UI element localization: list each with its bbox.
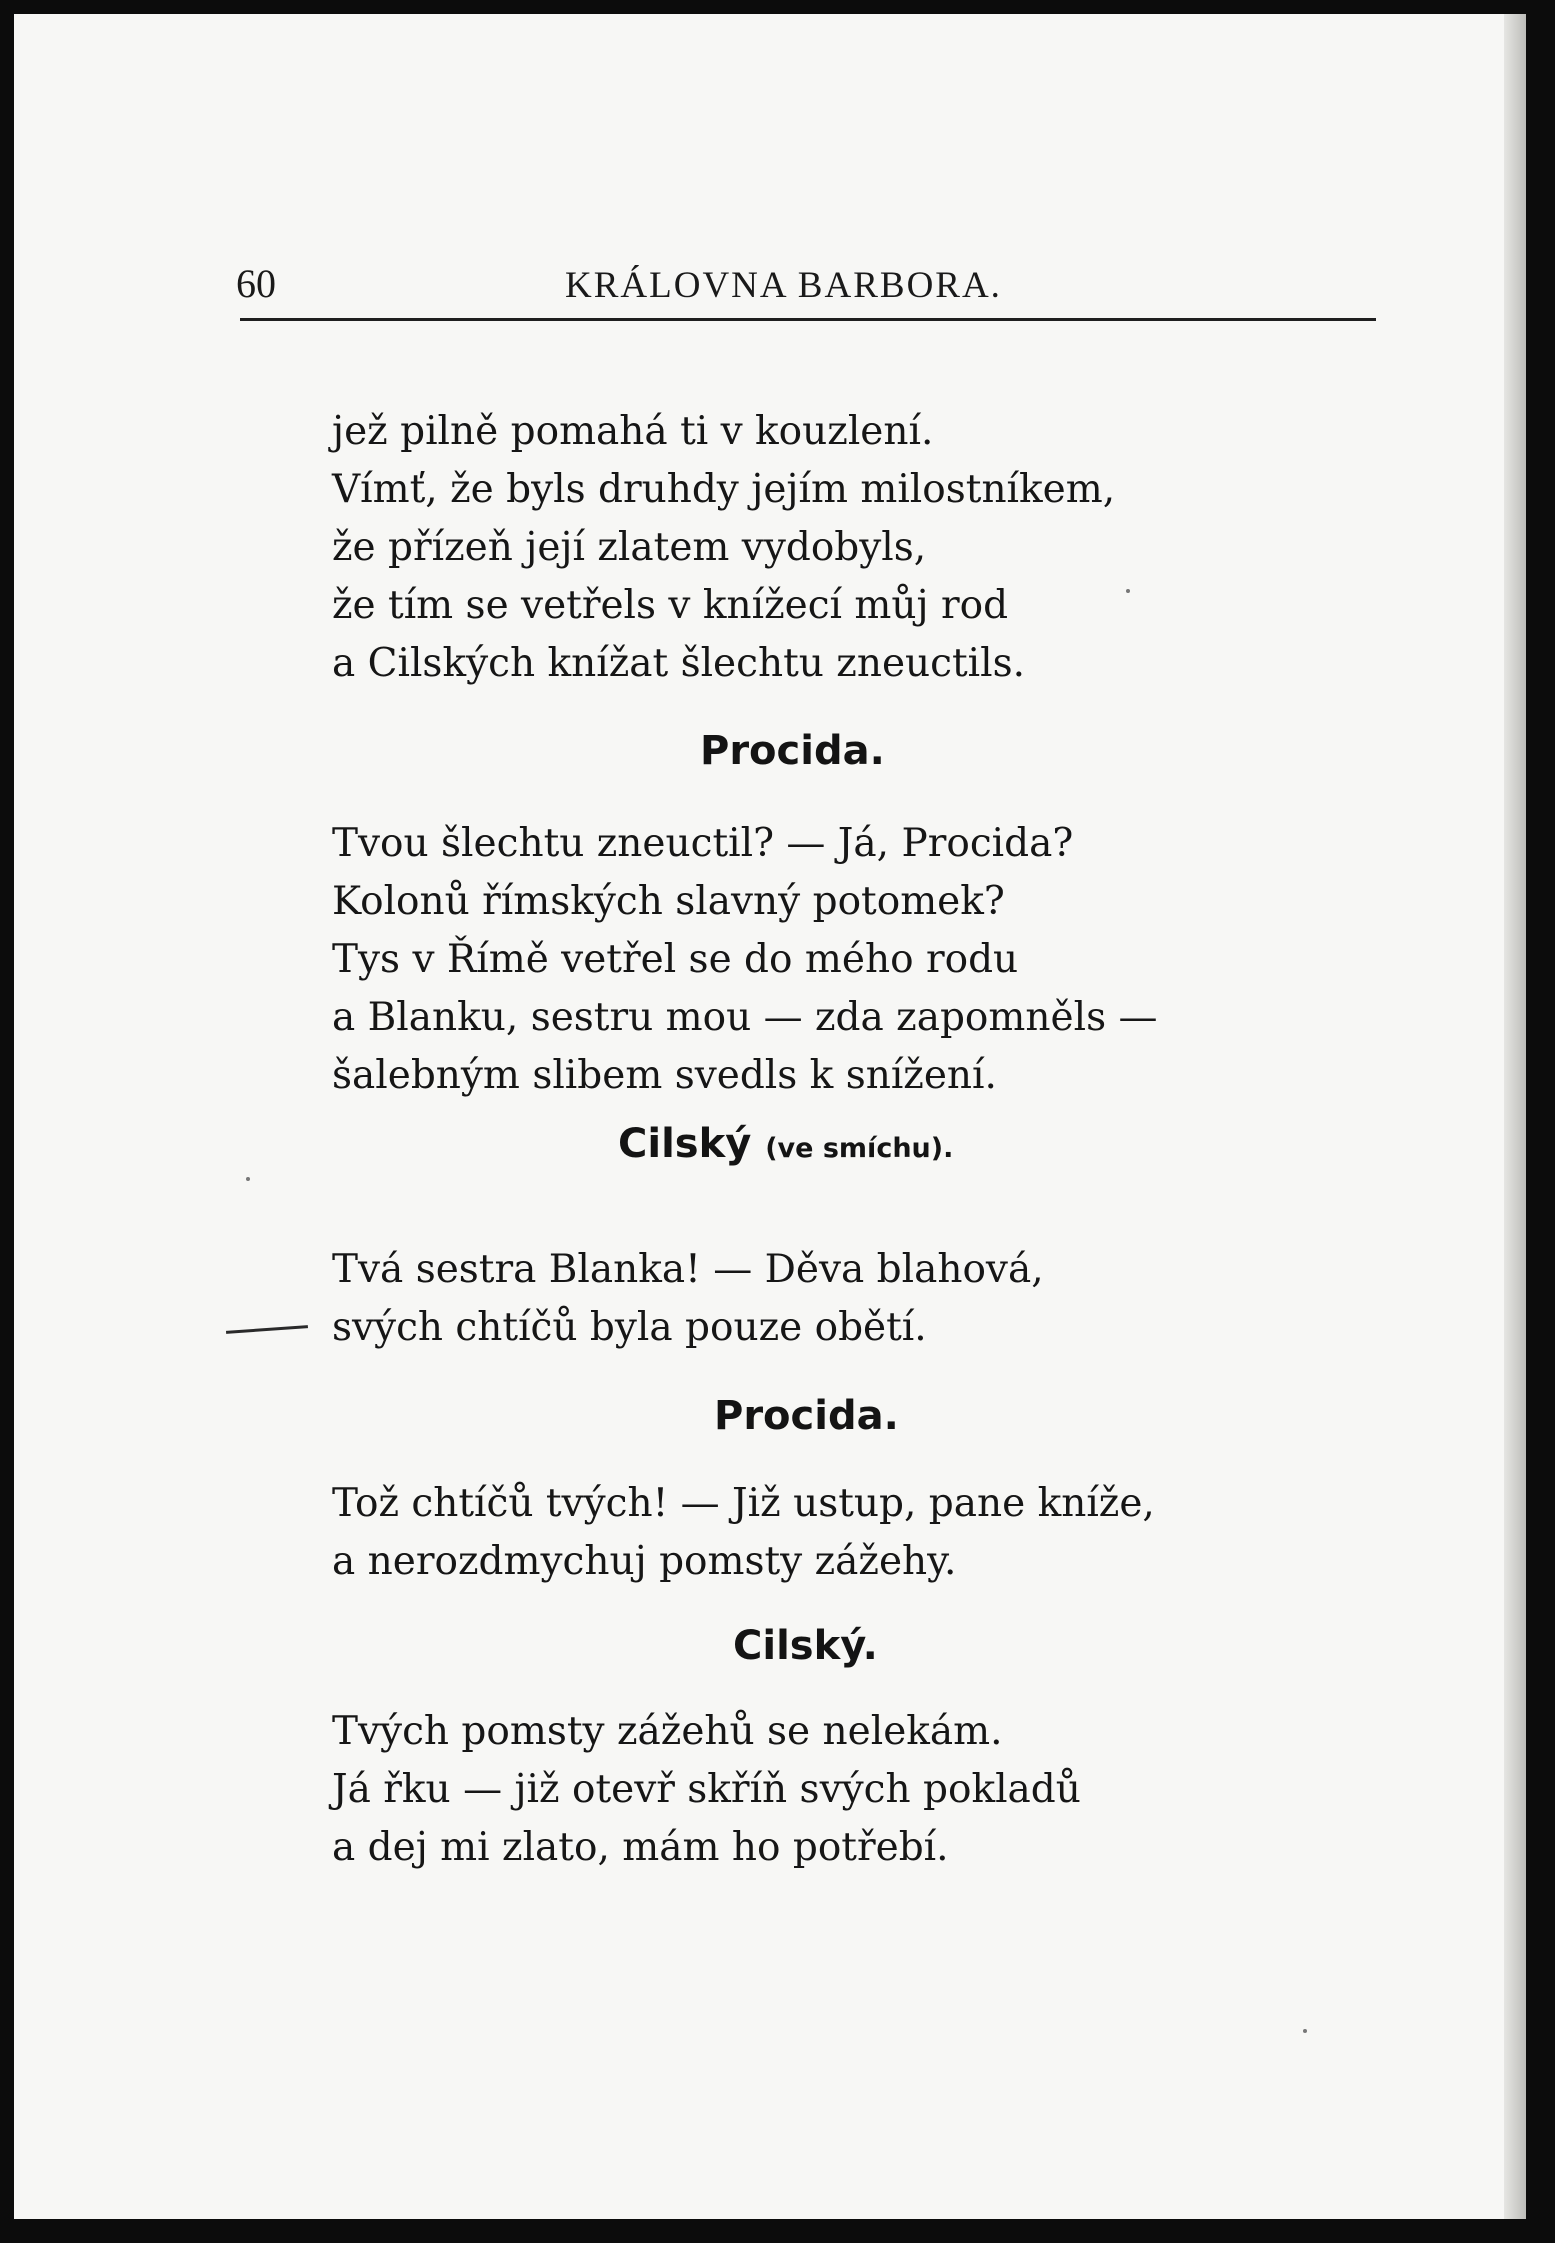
paper-speck [1126, 589, 1130, 593]
verse-line: svých chtíčů byla pouze obětí. [332, 1305, 927, 1350]
verse-line: Tys v Římě vetřel se do mého rodu [332, 937, 1019, 982]
speaker-label: Procida. [700, 728, 885, 774]
verse-line: že tím se vetřels v knížecí můj rod [332, 583, 1009, 628]
verse-line: Tvých pomsty zážehů se nelekám. [332, 1709, 1003, 1754]
verse-line: Tož chtíčů tvých! — Již ustup, pane kníže, [332, 1481, 1155, 1526]
verse-line: že přízeň její zlatem vydobyls, [332, 525, 927, 570]
speaker-name [733, 1623, 878, 1669]
verse-line: Já řku — již otevř skříň svých pokladů [332, 1767, 1081, 1812]
book-page [14, 14, 1526, 2219]
page-number: 60 [236, 261, 276, 306]
paper-speck [246, 1177, 250, 1181]
speaker-label: Cilský [618, 1121, 752, 1167]
verse-line: Tvou šlechtu zneuctil? — Já, Procida? [332, 821, 1074, 866]
verse-line: jež pilně pomahá ti v kouzlení. [332, 409, 934, 454]
verse-block-1 [332, 403, 1115, 693]
verse-block-5 [332, 1703, 1081, 1877]
verse-line: šalebným slibem svedls k snížení. [332, 1053, 997, 1098]
margin-pencil-mark [226, 1325, 308, 1334]
speaker-name [700, 728, 885, 774]
verse-block-3 [332, 1241, 1044, 1357]
speaker-label: Cilský. [733, 1623, 878, 1669]
page-header [14, 252, 1526, 322]
verse-line: Kolonů římských slavný potomek? [332, 879, 1005, 924]
verse-line: Tvá sestra Blanka! — Děva blahová, [332, 1247, 1044, 1292]
header-rule [240, 318, 1376, 321]
stage-direction: (ve smíchu). [765, 1133, 954, 1164]
verse-line: a Cilských knížat šlechtu zneuctils. [332, 641, 1026, 686]
paper-speck [1303, 2029, 1307, 2033]
page-edge-shadow [1504, 14, 1526, 2219]
running-title: KRÁLOVNA BARBORA. [565, 265, 1002, 306]
verse-line: a dej mi zlato, mám ho potřebí. [332, 1825, 949, 1870]
verse-block-4 [332, 1475, 1155, 1591]
speaker-label: Procida. [714, 1393, 899, 1439]
verse-line: Vímť, že byls druhdy jejím milostníkem, [332, 467, 1116, 512]
verse-line: a Blanku, sestru mou — zda zapomněls — [332, 995, 1158, 1040]
speaker-name [618, 1121, 953, 1167]
speaker-name [714, 1393, 899, 1439]
verse-line: a nerozdmychuj pomsty zážehy. [332, 1539, 957, 1584]
verse-block-2 [332, 815, 1157, 1105]
